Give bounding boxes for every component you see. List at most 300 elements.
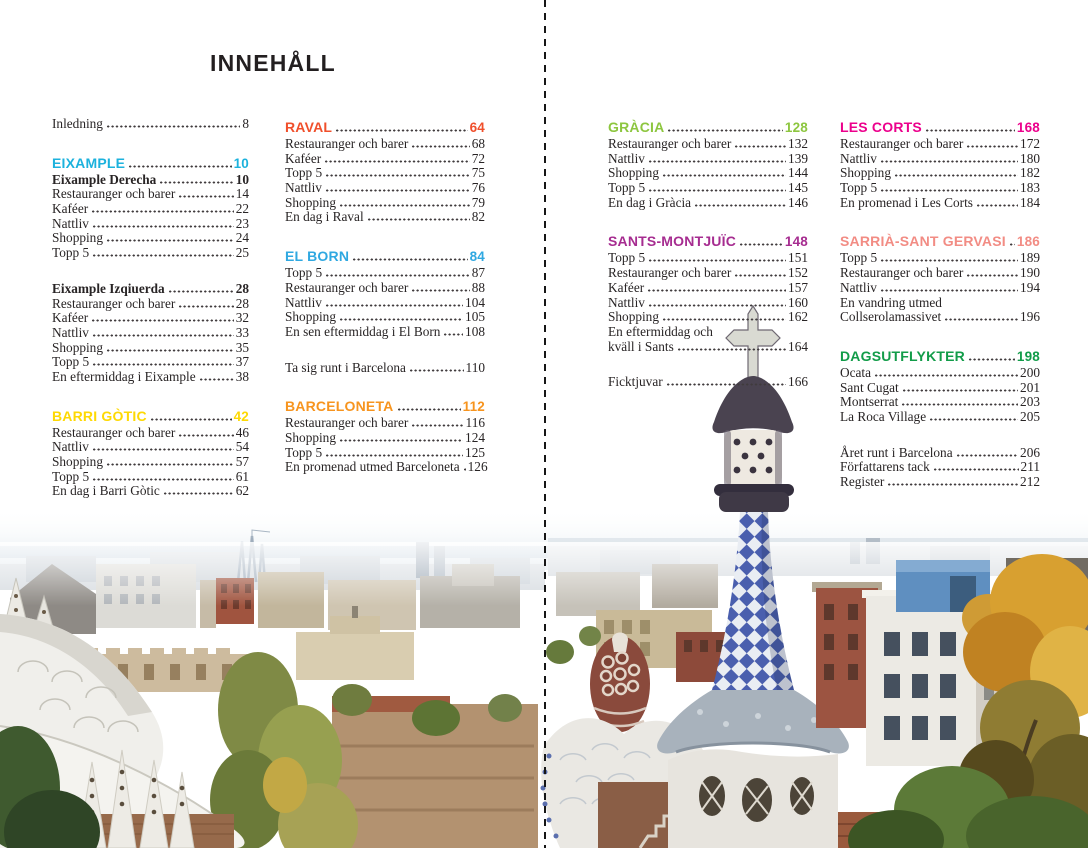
toc-entry: [52, 231, 249, 246]
toc-group: [840, 346, 1040, 425]
toc-section-header: [608, 231, 808, 251]
dot-leader: [106, 463, 234, 466]
toc-entry-label: En sen eftermiddag i El Born: [285, 323, 441, 339]
toc-entry-page: 132: [788, 136, 808, 151]
toc-entry-label: En eftermiddag i Eixample: [52, 368, 196, 384]
toc-entry: [52, 484, 249, 499]
toc-entry: [52, 370, 249, 385]
toc-group: [840, 117, 1040, 210]
toc-entry-page: 75: [471, 165, 485, 181]
dot-leader: [325, 304, 463, 307]
toc-column-3: [608, 117, 808, 411]
dot-leader: [409, 369, 464, 372]
toc-entry: [608, 296, 808, 311]
dot-leader: [92, 363, 234, 366]
toc-entry-page: 64: [469, 120, 485, 135]
toc-entry: [608, 266, 808, 281]
toc-group: [52, 282, 249, 385]
toc-entry-label: En dag i Barri Gòtic: [52, 483, 160, 499]
toc-entry-label: Restauranger och barer: [285, 279, 409, 295]
toc-entry-page: 139: [788, 150, 808, 166]
dot-leader: [925, 129, 1015, 132]
toc-entry-page: 54: [235, 439, 249, 455]
toc-entry-label: En dag i Gràcia: [608, 194, 692, 210]
toc-entry-label: Topp 5: [52, 468, 90, 484]
toc-entry-page: 124: [465, 429, 485, 445]
toc-entry-page: 144: [788, 165, 808, 181]
dot-leader: [178, 305, 233, 308]
toc-entry-label: Register: [840, 474, 885, 489]
toc-entry: [285, 459, 488, 475]
toc-group: [285, 361, 485, 376]
toc-entry-label: EIXAMPLE: [52, 154, 126, 171]
dot-leader: [929, 418, 1018, 421]
toc-section-header: [285, 117, 485, 137]
toc-entry-label: Shopping: [52, 339, 103, 355]
dot-leader: [662, 174, 786, 177]
toc-entry-page: 146: [788, 194, 808, 210]
toc-entry: [608, 340, 808, 355]
toc-section-header: [840, 231, 1040, 251]
toc-entry-page: 190: [1020, 265, 1040, 281]
toc-entry-page: 200: [1020, 364, 1040, 380]
toc-entry: [608, 310, 808, 325]
toc-entry-page: 28: [235, 295, 249, 311]
dot-leader: [716, 333, 806, 336]
toc-entry: [52, 297, 249, 312]
toc-entry: [285, 266, 485, 281]
dot-leader: [106, 125, 240, 128]
toc-entry-label: Eixample Izqiuerda: [52, 280, 165, 296]
toc-entry: [608, 375, 808, 390]
dot-leader: [128, 165, 231, 168]
toc-entry-label: Restauranger och barer: [840, 265, 964, 281]
toc-entry-label: Ta sig runt i Barcelona: [285, 359, 406, 375]
dot-leader: [666, 383, 786, 386]
toc-entry: [608, 196, 808, 211]
toc-entry-label: Restauranger och barer: [285, 136, 409, 151]
dot-leader: [874, 374, 1018, 377]
toc-entry: [285, 446, 485, 461]
toc-entry-page: 166: [788, 374, 808, 390]
toc-entry-label: Inledning: [52, 116, 103, 131]
toc-entry-page: 10: [233, 155, 249, 171]
dot-leader: [325, 189, 470, 192]
dot-leader: [339, 439, 463, 442]
toc-group: [840, 446, 1040, 490]
toc-entry: [840, 296, 1040, 311]
toc-entry: [608, 251, 808, 266]
toc-entry: [52, 440, 249, 455]
toc-entry-page: 211: [1020, 459, 1040, 475]
dot-leader: [91, 210, 234, 213]
dot-leader: [880, 289, 1018, 292]
toc-entry: [285, 152, 485, 167]
toc-entry: [52, 311, 249, 326]
dot-leader: [367, 218, 470, 221]
toc-entry-label: Restauranger och barer: [608, 265, 732, 281]
toc-entry: [52, 187, 249, 202]
page-title: INNEHÅLL: [210, 50, 336, 76]
toc-group: [285, 246, 485, 339]
toc-entry-label: SANTS-MONTJUÏC: [608, 233, 737, 250]
toc-entry-page: 212: [1020, 474, 1040, 489]
toc-entry-page: 37: [235, 354, 249, 370]
dot-leader: [956, 454, 1018, 457]
toc-section-header: [840, 117, 1040, 137]
toc-section-header: [52, 406, 249, 426]
toc-entry-label: Shopping: [52, 454, 103, 469]
toc-entry-label: Ocata: [840, 364, 872, 380]
dot-leader: [91, 319, 234, 322]
toc-entry: [840, 152, 1040, 167]
toc-entry-page: 87: [471, 265, 485, 281]
dot-leader: [648, 160, 786, 163]
toc-entry-page: 164: [788, 338, 808, 354]
toc-entry-page: 203: [1020, 394, 1040, 410]
dot-leader: [106, 239, 234, 242]
toc-entry-page: 33: [235, 324, 249, 340]
toc-entry-page: 196: [1020, 309, 1040, 325]
toc-entry-label: Nattliv: [52, 324, 89, 340]
toc-entry-label: Kaféer: [52, 310, 89, 326]
toc-entry: [608, 152, 808, 167]
toc-entry-page: 61: [235, 468, 249, 484]
toc-entry-label: Kaféer: [608, 279, 645, 295]
dot-leader: [901, 403, 1018, 406]
toc-entry-page: 116: [465, 415, 485, 431]
toc-entry-page: 110: [465, 359, 485, 375]
toc-entry: [840, 366, 1040, 381]
toc-entry-label: Shopping: [52, 230, 103, 246]
toc-entry: [52, 341, 249, 356]
toc-entry: [840, 381, 1040, 396]
toc-entry-page: 148: [784, 234, 808, 250]
toc-entry: [285, 181, 485, 196]
dot-leader: [178, 434, 233, 437]
toc-entry-label: DAGSUTFLYKTER: [840, 347, 965, 364]
dot-leader: [945, 304, 1038, 307]
toc-entry-page: 14: [235, 186, 249, 202]
toc-entry-page: 79: [471, 194, 485, 210]
toc-entry-page: 42: [233, 408, 249, 424]
dot-leader: [411, 145, 469, 148]
dot-leader: [178, 195, 233, 198]
toc-entry-label: Kaféer: [52, 201, 89, 217]
toc-entry: [840, 181, 1040, 196]
dot-leader: [880, 160, 1018, 163]
dot-leader: [880, 189, 1018, 192]
dot-leader: [411, 424, 463, 427]
toc-entry-page: 184: [1020, 194, 1040, 210]
dot-leader: [92, 225, 234, 228]
toc-group: [285, 396, 488, 475]
toc-entry: [608, 281, 808, 296]
toc-entry-label: Nattliv: [285, 294, 322, 310]
toc-entry-label: Topp 5: [285, 265, 323, 281]
toc-entry-label: LES CORTS: [840, 119, 922, 135]
toc-entry-label: BARCELONETA: [285, 398, 394, 415]
dot-leader: [734, 274, 786, 277]
toc-entry: [285, 416, 485, 431]
toc-entry-label: En dag i Raval: [285, 209, 364, 225]
dot-leader: [976, 204, 1018, 207]
toc-entry-page: 189: [1020, 250, 1040, 266]
toc-entry-label: Shopping: [285, 309, 336, 325]
toc-entry: [52, 282, 249, 297]
toc-entry-page: 32: [235, 310, 249, 326]
toc-section-header: [285, 396, 485, 416]
toc-entry-page: 206: [1020, 444, 1040, 460]
toc-entry-label: Restauranger och barer: [52, 186, 176, 202]
dot-leader: [106, 349, 234, 352]
dot-leader: [662, 318, 786, 321]
toc-entry-label: Nattliv: [52, 215, 89, 231]
toc-entry: [840, 266, 1040, 281]
toc-entry: [285, 166, 485, 181]
toc-entry-page: 205: [1020, 408, 1040, 424]
dot-leader: [335, 129, 467, 132]
toc-entry-label: Shopping: [285, 429, 336, 445]
toc-entry-label: Författarens tack: [840, 459, 930, 475]
dot-leader: [325, 274, 470, 277]
toc-entry: [840, 410, 1040, 425]
toc-entry: [285, 210, 485, 225]
tower-lantern: [724, 430, 782, 486]
dot-leader: [92, 478, 234, 481]
toc-entry-page: 76: [471, 180, 485, 196]
dot-leader: [92, 448, 234, 451]
toc-entry-page: 8: [242, 116, 249, 131]
toc-entry-label: Året runt i Barcelona: [840, 444, 953, 460]
toc-entry-label: Restauranger och barer: [285, 415, 409, 431]
dot-leader: [648, 259, 786, 262]
toc-entry: [52, 355, 249, 370]
toc-entry-page: 84: [469, 249, 485, 265]
toc-column-1: [52, 117, 249, 520]
toc-entry-label: Ficktjuvar: [608, 374, 663, 390]
toc-entry-label: BARRI GÒTIC: [52, 407, 147, 424]
dot-leader: [92, 254, 234, 257]
toc-entry-page: 68: [471, 136, 485, 151]
dot-leader: [411, 289, 469, 292]
toc-entry-page: 201: [1020, 379, 1040, 395]
toc-section-header: [285, 246, 485, 266]
toc-entry: [840, 251, 1040, 266]
toc-entry: [840, 395, 1040, 410]
toc-entry: [840, 166, 1040, 181]
toc-entry-page: 182: [1020, 165, 1040, 181]
toc-entry-label: En promenad i Les Corts: [840, 194, 973, 210]
toc-entry: [840, 281, 1040, 296]
toc-entry-label: Nattliv: [840, 150, 877, 166]
toc-entry-page: 82: [471, 209, 485, 225]
toc-entry: [840, 446, 1040, 461]
dot-leader: [739, 243, 783, 246]
toc-entry-page: 162: [788, 309, 808, 325]
toc-entry-page: 145: [788, 180, 808, 196]
toc-entry: [285, 281, 485, 296]
toc-entry-label: EL BORN: [285, 248, 350, 265]
toc-entry-label: Shopping: [608, 309, 659, 325]
toc-group: [608, 231, 808, 354]
dot-leader: [199, 378, 234, 381]
toc-entry-page: 108: [465, 323, 485, 339]
toc-entry-page: 23: [235, 215, 249, 231]
toc-entry: [52, 173, 249, 188]
toc-entry-label: En vandring utmed: [840, 294, 942, 310]
toc-entry-label: Nattliv: [608, 294, 645, 310]
toc-entry-label: Restauranger och barer: [840, 136, 964, 151]
toc-entry-label: SARRIÀ-SANT GERVASI: [840, 233, 1006, 250]
dot-leader: [894, 174, 1018, 177]
dot-leader: [168, 290, 234, 293]
toc-entry-label: Eixample Derecha: [52, 171, 157, 187]
toc-entry: [285, 361, 485, 376]
dot-leader: [734, 145, 786, 148]
toc-entry-label: RAVAL: [285, 119, 333, 135]
toc-entry-label: Shopping: [840, 165, 891, 181]
dot-leader: [966, 145, 1018, 148]
toc-entry: [52, 326, 249, 341]
dot-leader: [397, 408, 461, 411]
toc-entry-page: 112: [462, 399, 485, 415]
dot-leader: [324, 160, 470, 163]
toc-entry-label: GRÀCIA: [608, 119, 665, 135]
toc-entry-label: Sant Cugat: [840, 379, 899, 395]
toc-entry-label: En eftermiddag och: [608, 323, 713, 339]
toc-entry: [840, 137, 1040, 152]
dot-leader: [933, 468, 1019, 471]
toc-entry-label: Topp 5: [840, 180, 878, 196]
toc-entry-page: 38: [235, 368, 249, 384]
toc-entry: [608, 137, 808, 152]
toc-entry: [285, 431, 485, 446]
toc-entry: [608, 181, 808, 196]
dot-leader: [463, 468, 466, 471]
toc-column-2: [285, 117, 488, 496]
dot-leader: [159, 181, 233, 184]
toc-entry-page: 194: [1020, 279, 1040, 295]
toc-group: [52, 117, 249, 132]
toc-entry: [52, 455, 249, 470]
toc-entry-label: Collserolamassivet: [840, 309, 942, 325]
toc-entry-label: Restauranger och barer: [608, 136, 732, 151]
toc-entry: [52, 426, 249, 441]
toc-entry-label: Nattliv: [285, 180, 322, 196]
toc-group: [52, 153, 249, 261]
toc-column-4: [840, 117, 1040, 511]
dot-leader: [667, 129, 782, 132]
toc-entry-page: 46: [235, 424, 249, 440]
toc-entry: [608, 325, 808, 340]
toc-entry-page: 10: [235, 171, 249, 187]
toc-entry-page: 126: [467, 459, 488, 475]
toc-entry-page: 125: [465, 444, 485, 460]
toc-entry-page: 172: [1020, 136, 1040, 151]
toc-entry: [608, 166, 808, 181]
toc-entry-label: En promenad utmed Barceloneta: [285, 459, 460, 475]
dot-leader: [966, 274, 1018, 277]
toc-entry-page: 160: [788, 294, 808, 310]
toc-group: [608, 375, 808, 390]
toc-entry-page: 62: [235, 483, 249, 499]
toc-entry-page: 28: [235, 280, 249, 296]
toc-entry: [52, 470, 249, 485]
toc-entry-page: 88: [471, 279, 485, 295]
dot-leader: [944, 318, 1018, 321]
toc-entry-page: 35: [235, 339, 249, 355]
dot-leader: [694, 204, 786, 207]
toc-entry-label: Topp 5: [840, 250, 878, 266]
dot-leader: [648, 189, 786, 192]
toc-entry-label: Topp 5: [52, 245, 90, 261]
dot-leader: [902, 389, 1018, 392]
toc-entry-label: Nattliv: [608, 150, 645, 166]
toc-entry-page: 105: [465, 309, 485, 325]
toc-entry-label: Topp 5: [285, 165, 323, 181]
dot-leader: [163, 492, 234, 495]
toc-entry-label: Montserrat: [840, 394, 899, 410]
toc-entry-label: Restauranger och barer: [52, 424, 176, 440]
toc-group: [608, 117, 808, 210]
dot-leader: [968, 358, 1015, 361]
page-fold-dashed-line: [544, 0, 546, 848]
toc-entry-label: La Roca Village: [840, 408, 927, 424]
toc-entry-label: Nattliv: [840, 279, 877, 295]
toc-entry-label: Kaféer: [285, 150, 322, 166]
toc-entry: [840, 196, 1040, 211]
toc-entry-label: Shopping: [285, 194, 336, 210]
dot-leader: [887, 483, 1018, 486]
toc-entry: [840, 475, 1040, 490]
toc-entry-page: 157: [788, 279, 808, 295]
toc-entry-label: Topp 5: [285, 444, 323, 460]
toc-entry: [285, 325, 485, 340]
toc-entry: [285, 196, 485, 211]
dot-leader: [92, 334, 234, 337]
toc-section-header: [608, 117, 808, 137]
toc-entry: [285, 310, 485, 325]
toc-entry-page: 24: [235, 230, 249, 246]
toc-section-header: [52, 153, 249, 173]
dot-leader: [880, 259, 1018, 262]
toc-entry-page: 25: [235, 245, 249, 261]
toc-entry-page: 22: [235, 201, 249, 217]
toc-entry-label: Restauranger och barer: [52, 295, 176, 311]
toc-group: [840, 231, 1040, 324]
toc-entry: [840, 460, 1040, 475]
dot-leader: [352, 258, 467, 261]
toc-entry-page: 186: [1016, 234, 1040, 250]
toc-entry-page: 72: [471, 150, 485, 166]
dot-leader: [647, 289, 786, 292]
toc-entry-page: 168: [1016, 120, 1040, 135]
toc-entry-label: Topp 5: [608, 250, 646, 266]
toc-entry: [52, 202, 249, 217]
toc-entry-page: 198: [1016, 348, 1040, 364]
dot-leader: [339, 204, 470, 207]
toc-entry: [285, 137, 485, 152]
toc-entry: [52, 217, 249, 232]
toc-entry: [285, 296, 485, 311]
toc-entry: [52, 246, 249, 261]
dot-leader: [648, 304, 786, 307]
toc-entry-page: 104: [465, 294, 485, 310]
toc-entry-page: 151: [788, 250, 808, 266]
toc-entry-label: Topp 5: [52, 354, 90, 370]
toc-entry-page: 183: [1020, 180, 1040, 196]
